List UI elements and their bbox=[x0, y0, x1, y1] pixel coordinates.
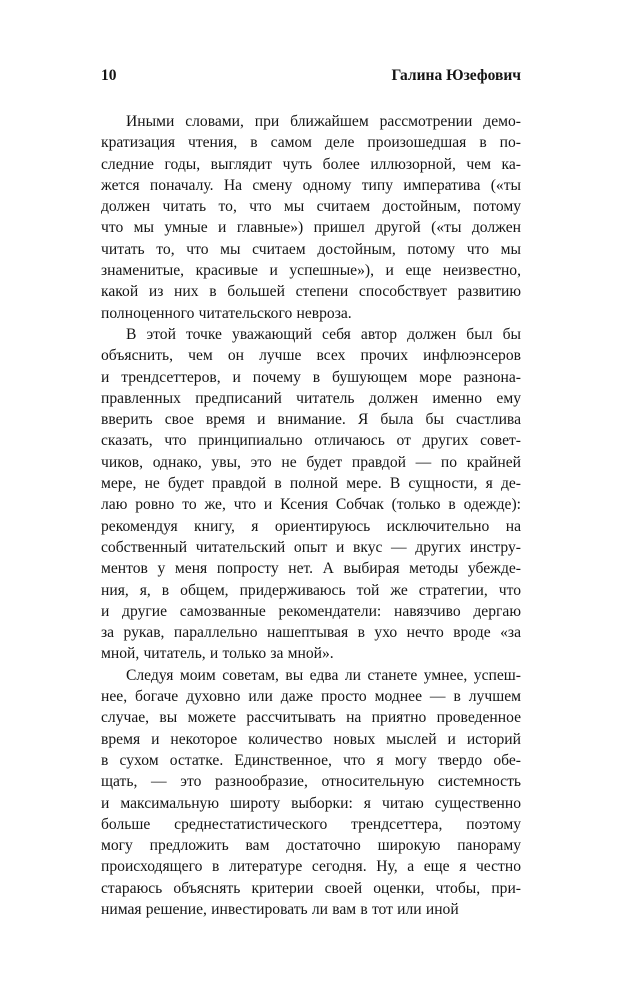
text-line: мной, читатель, и только за мной». bbox=[101, 645, 334, 663]
text-line: объяснить, чем он лучше всех прочих инфлюэнсеров bbox=[101, 347, 521, 365]
text-line: нимая решение, инвестировать ли вам в тот или иной bbox=[101, 900, 459, 918]
text-line: полноценного читательского невроза. bbox=[101, 304, 352, 322]
text-line: ния, я, в общем, придерживаюсь той же стратегии, что bbox=[101, 581, 521, 599]
text-line: за рукав, параллельно нашептывая в ухо нечто вроде «за bbox=[101, 624, 521, 642]
text-line: Иными словами, при ближайшем рассмотрении демо- bbox=[126, 113, 521, 130]
text-line: знаменитые, красивые и успешные»), и еще неизвестно, bbox=[101, 262, 521, 280]
text-line: могу предложить вам достаточно широкую панораму bbox=[101, 837, 521, 855]
text-line: собственный читательский опыт и вкус — других инстру- bbox=[101, 538, 521, 556]
text-line: случае, вы можете рассчитывать на приятно проведенное bbox=[101, 709, 521, 727]
text-line: Следуя моим советам, вы едва ли станете умнее, успеш- bbox=[126, 666, 521, 684]
text-line: больше среднестатистического трендсеттера, поэтому bbox=[101, 815, 521, 833]
text-line: и максимальную широту выборки: я читаю существенно bbox=[101, 794, 521, 812]
page-header bbox=[101, 67, 521, 85]
text-line: рекомендуя книгу, я ориентируюсь исключительно на bbox=[101, 517, 521, 535]
text-line: жется поначалу. На смену одному типу императива («ты bbox=[101, 176, 521, 194]
text-line: и другие самозванные рекомендатели: навязчиво дергаю bbox=[101, 602, 521, 620]
text-line: время и некоторое количество новых мыслей и историй bbox=[101, 730, 521, 748]
text-line: должен читать то, что мы считаем достойным, потому bbox=[101, 198, 521, 216]
page-body bbox=[101, 111, 521, 920]
text-line: лаю ровно то же, что и Ксения Собчак (только в одежде): bbox=[101, 496, 521, 514]
text-line: сказать, что принципиально отличаюсь от других совет- bbox=[101, 432, 521, 450]
text-line: стараюсь объяснять критерии своей оценки, чтобы, при- bbox=[101, 879, 521, 897]
text-line: какой из них в большей степени способствует развитию bbox=[101, 283, 521, 301]
text-line: В этой точке уважающий себя автор должен был бы bbox=[126, 325, 521, 343]
text-line: нее, богаче духовно или даже просто моднее — в лучшем bbox=[101, 688, 521, 706]
text-line: чиков, однако, увы, это не будет правдой — по крайней bbox=[101, 453, 521, 471]
text-line: кратизация чтения, в самом деле произошедшая в по- bbox=[101, 134, 521, 152]
text-line: мере, не будет правдой в полной мере. В сущности, я де- bbox=[101, 475, 521, 493]
text-line: происходящего в литературе сегодня. Ну, а еще я честно bbox=[101, 858, 521, 876]
text-line: правленных предписаний читатель должен именно ему bbox=[101, 389, 521, 407]
text-line: ментов у меня попросту нет. А выбирая методы убежде- bbox=[101, 560, 521, 578]
text-line: в сухом остатке. Единственное, что я могу твердо обе- bbox=[101, 751, 521, 769]
text-line: вверить свое время и внимание. Я была бы счастлива bbox=[101, 411, 521, 429]
page-number: 10 bbox=[101, 67, 117, 84]
text-line: следние годы, выглядит чуть более иллюзорной, чем ка- bbox=[101, 155, 521, 173]
text-line: и трендсеттеров, и почему в бушующем море разнона- bbox=[101, 368, 521, 386]
running-head-author: Галина Юзефович bbox=[391, 67, 521, 84]
text-line: щать, — это разнообразие, относительную системность bbox=[101, 773, 521, 791]
text-line: читать то, что мы считаем достойным, потому что мы bbox=[101, 240, 521, 258]
text-line: что мы умные и главные») пришел другой («ты должен bbox=[101, 219, 521, 237]
